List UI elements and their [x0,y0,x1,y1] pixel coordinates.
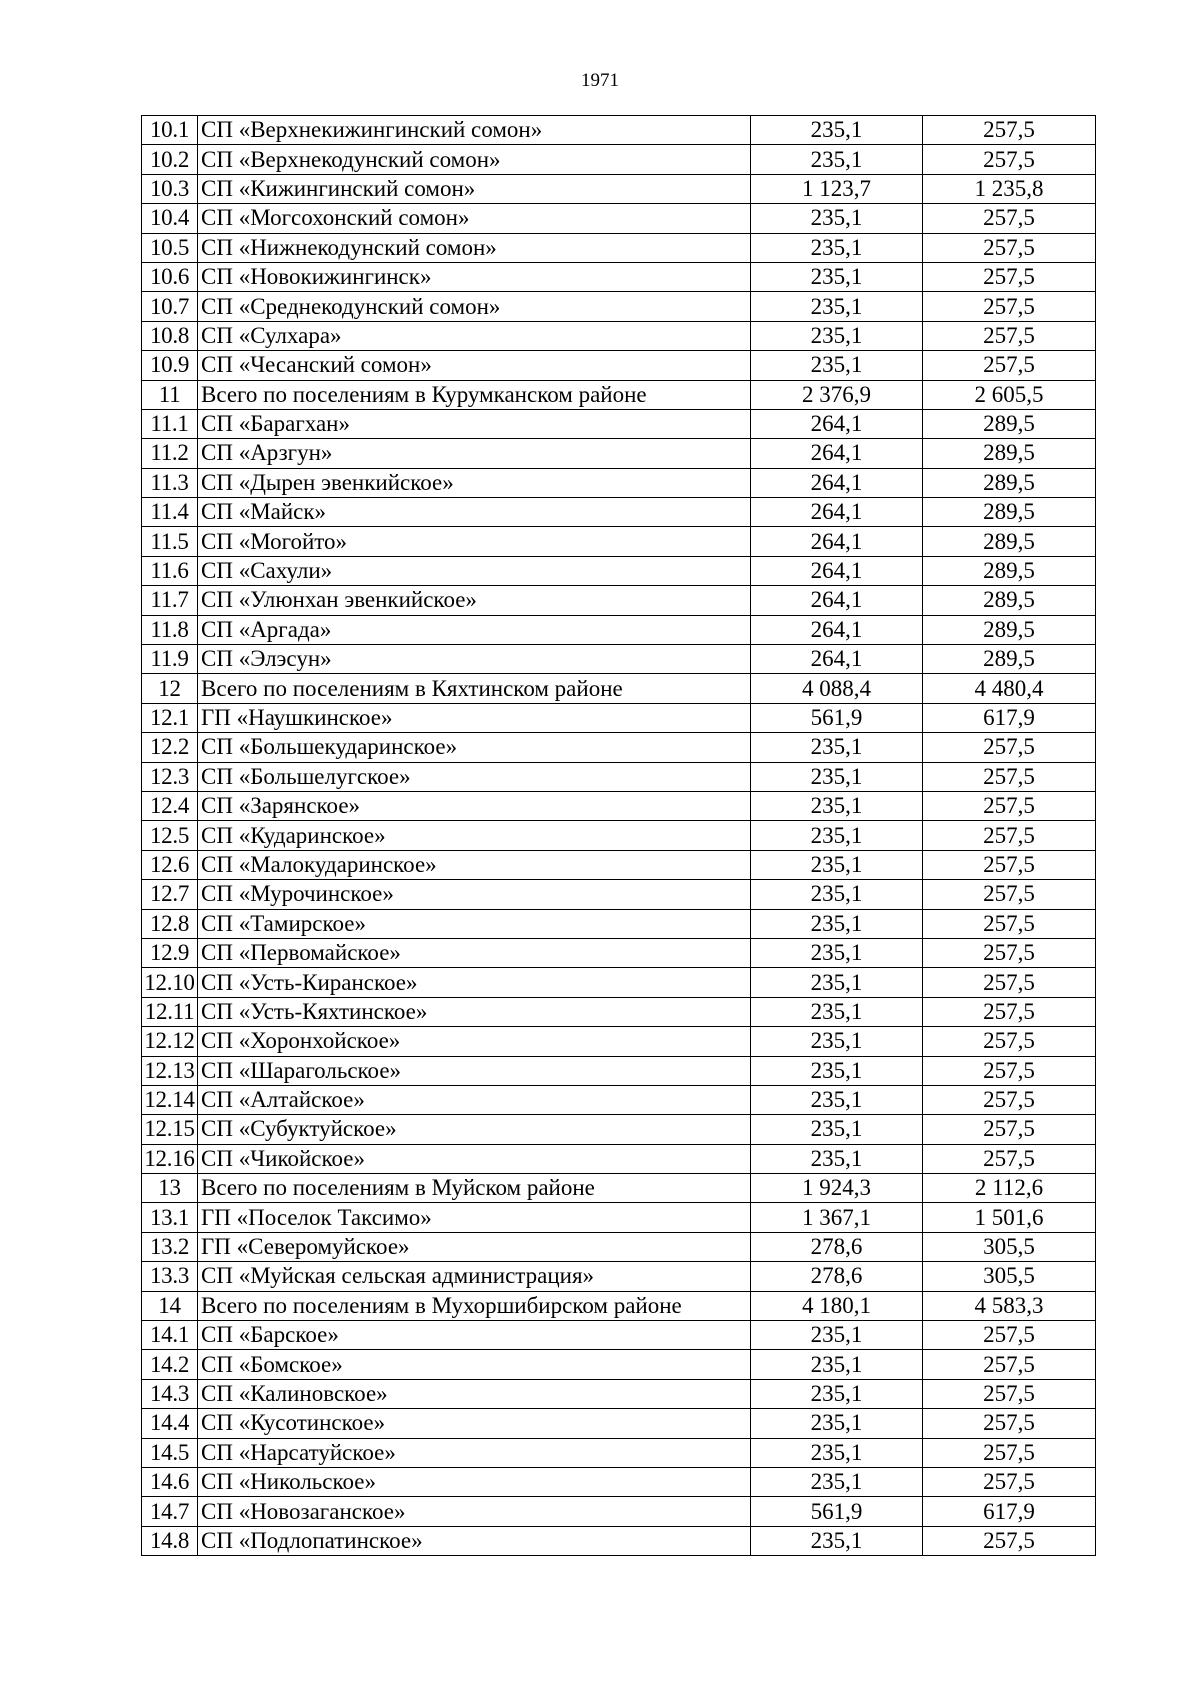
row-number-cell: 14.7 [142,1497,198,1526]
value-1-cell: 561,9 [751,1497,923,1526]
value-1-cell: 235,1 [751,791,923,820]
row-number-cell: 14.2 [142,1350,198,1379]
value-2-cell: 257,5 [923,880,1096,909]
row-number-cell: 12.6 [142,850,198,879]
value-1-cell: 264,1 [751,409,923,438]
value-1-cell: 235,1 [751,262,923,291]
settlement-name-cell: СП «Чикойское» [198,1144,751,1173]
table-row [142,527,1096,556]
table-row [142,645,1096,674]
value-2-cell: 305,5 [923,1232,1096,1261]
value-2-cell: 617,9 [923,703,1096,732]
row-number-cell: 11.8 [142,615,198,644]
value-1-cell: 235,1 [751,1350,923,1379]
value-2-cell: 289,5 [923,409,1096,438]
row-number-cell: 12.2 [142,733,198,762]
table-row [142,1350,1096,1379]
settlement-name-cell: СП «Муйская сельская администрация» [198,1262,751,1291]
row-number-cell: 12.13 [142,1056,198,1085]
value-2-cell: 4 583,3 [923,1291,1096,1320]
settlement-name-cell: СП «Новозаганское» [198,1497,751,1526]
settlement-name-cell: ГП «Наушкинское» [198,703,751,732]
value-2-cell: 257,5 [923,1526,1096,1555]
row-number-cell: 12.7 [142,880,198,909]
value-1-cell: 235,1 [751,321,923,350]
value-2-cell: 289,5 [923,556,1096,585]
value-1-cell: 235,1 [751,850,923,879]
settlement-name-cell: СП «Усть-Кяхтинское» [198,997,751,1026]
value-1-cell: 235,1 [751,1115,923,1144]
settlement-name-cell: СП «Верхнекижингинский сомон» [198,116,751,145]
value-2-cell: 257,5 [923,1321,1096,1350]
row-number-cell: 14.8 [142,1526,198,1555]
value-2-cell: 257,5 [923,762,1096,791]
row-number-cell: 14.4 [142,1409,198,1438]
settlement-name-cell: СП «Зарянское» [198,791,751,820]
settlement-name-cell: СП «Барское» [198,1321,751,1350]
table-row [142,321,1096,350]
settlement-name-cell: СП «Никольское» [198,1467,751,1496]
row-number-cell: 11.7 [142,586,198,615]
value-2-cell: 257,5 [923,821,1096,850]
row-number-cell: 12.4 [142,791,198,820]
table-row [142,586,1096,615]
settlement-name-cell: СП «Чесанский сомон» [198,351,751,380]
table-row [142,439,1096,468]
settlement-name-cell: СП «Бомское» [198,1350,751,1379]
value-2-cell: 289,5 [923,645,1096,674]
row-number-cell: 12.3 [142,762,198,791]
settlement-name-cell: СП «Кижингинский сомон» [198,174,751,203]
value-1-cell: 264,1 [751,615,923,644]
table-row [142,1379,1096,1408]
value-2-cell: 257,5 [923,1409,1096,1438]
settlement-name-cell: СП «Малокударинское» [198,850,751,879]
row-number-cell: 12.5 [142,821,198,850]
value-1-cell: 235,1 [751,233,923,262]
row-number-cell: 11.9 [142,645,198,674]
value-1-cell: 4 180,1 [751,1291,923,1320]
row-number-cell: 11.1 [142,409,198,438]
value-1-cell: 235,1 [751,968,923,997]
row-number-cell: 12.12 [142,1027,198,1056]
table-row [142,380,1096,409]
row-number-cell: 11 [142,380,198,409]
value-1-cell: 235,1 [751,733,923,762]
table-row [142,1321,1096,1350]
value-2-cell: 257,5 [923,968,1096,997]
value-1-cell: 561,9 [751,703,923,732]
row-number-cell: 12.8 [142,909,198,938]
table-row [142,1409,1096,1438]
value-2-cell: 257,5 [923,1085,1096,1114]
settlement-name-cell: Всего по поселениям в Кяхтинском районе [198,674,751,703]
table-row [142,968,1096,997]
row-number-cell: 14.1 [142,1321,198,1350]
table-row [142,409,1096,438]
value-1-cell: 235,1 [751,1467,923,1496]
settlement-name-cell: СП «Нижнекодунский сомон» [198,233,751,262]
row-number-cell: 10.9 [142,351,198,380]
table-row [142,1232,1096,1261]
row-number-cell: 13.3 [142,1262,198,1291]
table-row [142,1203,1096,1232]
value-2-cell: 257,5 [923,733,1096,762]
table-row [142,615,1096,644]
value-1-cell: 235,1 [751,997,923,1026]
row-number-cell: 10.4 [142,204,198,233]
table-row [142,1115,1096,1144]
table-row [142,850,1096,879]
value-1-cell: 264,1 [751,527,923,556]
settlement-name-cell: СП «Среднекодунский сомон» [198,292,751,321]
value-1-cell: 235,1 [751,1144,923,1173]
table-row [142,880,1096,909]
settlement-name-cell: ГП «Северомуйское» [198,1232,751,1261]
row-number-cell: 12.11 [142,997,198,1026]
value-2-cell: 257,5 [923,204,1096,233]
table-row [142,909,1096,938]
settlement-name-cell: СП «Кусотинское» [198,1409,751,1438]
settlement-name-cell: СП «Большекударинское» [198,733,751,762]
value-2-cell: 257,5 [923,1379,1096,1408]
settlement-name-cell: СП «Сахули» [198,556,751,585]
value-2-cell: 257,5 [923,1056,1096,1085]
value-2-cell: 289,5 [923,498,1096,527]
table-row [142,556,1096,585]
value-2-cell: 257,5 [923,351,1096,380]
settlement-name-cell: СП «Барагхан» [198,409,751,438]
settlement-name-cell: СП «Улюнхан эвенкийское» [198,586,751,615]
value-1-cell: 264,1 [751,468,923,497]
table-row [142,1467,1096,1496]
value-2-cell: 1 501,6 [923,1203,1096,1232]
row-number-cell: 10.3 [142,174,198,203]
value-2-cell: 289,5 [923,527,1096,556]
settlement-name-cell: СП «Элэсун» [198,645,751,674]
settlement-name-cell: СП «Верхнекодунский сомон» [198,145,751,174]
value-1-cell: 264,1 [751,645,923,674]
table-row [142,1174,1096,1203]
value-1-cell: 235,1 [751,1056,923,1085]
value-2-cell: 257,5 [923,1144,1096,1173]
value-2-cell: 257,5 [923,233,1096,262]
settlement-name-cell: СП «Хоронхойское» [198,1027,751,1056]
value-2-cell: 4 480,4 [923,674,1096,703]
value-2-cell: 257,5 [923,997,1096,1026]
table-row [142,498,1096,527]
settlement-name-cell: СП «Первомайское» [198,938,751,967]
value-1-cell: 235,1 [751,1085,923,1114]
page-number: 1971 [581,70,619,91]
row-number-cell: 12.15 [142,1115,198,1144]
row-number-cell: 10.2 [142,145,198,174]
value-1-cell: 264,1 [751,586,923,615]
value-2-cell: 305,5 [923,1262,1096,1291]
table-row [142,1262,1096,1291]
row-number-cell: 12.9 [142,938,198,967]
value-1-cell: 1 123,7 [751,174,923,203]
table-row [142,674,1096,703]
table-row [142,997,1096,1026]
value-1-cell: 1 367,1 [751,1203,923,1232]
value-1-cell: 235,1 [751,145,923,174]
settlement-name-cell: СП «Мурочинское» [198,880,751,909]
value-1-cell: 235,1 [751,762,923,791]
table-row [142,174,1096,203]
row-number-cell: 11.3 [142,468,198,497]
value-1-cell: 2 376,9 [751,380,923,409]
value-1-cell: 235,1 [751,1526,923,1555]
row-number-cell: 10.6 [142,262,198,291]
value-2-cell: 257,5 [923,1115,1096,1144]
settlement-name-cell: ГП «Поселок Таксимо» [198,1203,751,1232]
settlement-name-cell: СП «Калиновское» [198,1379,751,1408]
value-2-cell: 257,5 [923,1350,1096,1379]
row-number-cell: 14.6 [142,1467,198,1496]
settlement-name-cell: СП «Арзгун» [198,439,751,468]
value-2-cell: 257,5 [923,1438,1096,1467]
value-2-cell: 257,5 [923,262,1096,291]
row-number-cell: 13.1 [142,1203,198,1232]
settlement-name-cell: СП «Алтайское» [198,1085,751,1114]
value-1-cell: 235,1 [751,1027,923,1056]
value-2-cell: 257,5 [923,791,1096,820]
row-number-cell: 13 [142,1174,198,1203]
value-1-cell: 235,1 [751,880,923,909]
value-1-cell: 235,1 [751,1379,923,1408]
value-2-cell: 617,9 [923,1497,1096,1526]
table-row [142,292,1096,321]
table-row [142,1291,1096,1320]
value-2-cell: 257,5 [923,145,1096,174]
value-2-cell: 2 112,6 [923,1174,1096,1203]
settlement-name-cell: Всего по поселениям в Муйском районе [198,1174,751,1203]
table-row [142,1438,1096,1467]
settlement-name-cell: Всего по поселениям в Мухоршибирском районе [198,1291,751,1320]
row-number-cell: 12.16 [142,1144,198,1173]
row-number-cell: 10.1 [142,116,198,145]
value-1-cell: 235,1 [751,1409,923,1438]
value-2-cell: 257,5 [923,292,1096,321]
settlement-name-cell: СП «Тамирское» [198,909,751,938]
value-1-cell: 264,1 [751,556,923,585]
value-2-cell: 257,5 [923,850,1096,879]
table-row [142,762,1096,791]
value-2-cell: 257,5 [923,321,1096,350]
value-1-cell: 278,6 [751,1262,923,1291]
settlement-name-cell: СП «Большелугское» [198,762,751,791]
value-1-cell: 235,1 [751,909,923,938]
row-number-cell: 14.3 [142,1379,198,1408]
table-row [142,233,1096,262]
table-row [142,116,1096,145]
row-number-cell: 10.5 [142,233,198,262]
row-number-cell: 14 [142,1291,198,1320]
row-number-cell: 13.2 [142,1232,198,1261]
value-1-cell: 235,1 [751,116,923,145]
table-row [142,791,1096,820]
value-1-cell: 235,1 [751,1438,923,1467]
row-number-cell: 11.5 [142,527,198,556]
row-number-cell: 12.14 [142,1085,198,1114]
row-number-cell: 14.5 [142,1438,198,1467]
value-1-cell: 235,1 [751,351,923,380]
table-row [142,262,1096,291]
settlement-name-cell: СП «Майск» [198,498,751,527]
value-1-cell: 264,1 [751,439,923,468]
value-2-cell: 257,5 [923,116,1096,145]
settlement-name-cell: СП «Могсохонский сомон» [198,204,751,233]
allocation-table [141,115,1096,1556]
table-row [142,733,1096,762]
table-row [142,1056,1096,1085]
table-row [142,351,1096,380]
table-row [142,1027,1096,1056]
table-body [142,116,1096,1556]
settlement-name-cell: СП «Новокижингинск» [198,262,751,291]
settlement-name-cell: СП «Сулхара» [198,321,751,350]
row-number-cell: 12.10 [142,968,198,997]
value-2-cell: 289,5 [923,615,1096,644]
table-row [142,1085,1096,1114]
table-row [142,145,1096,174]
settlement-name-cell: СП «Субуктуйское» [198,1115,751,1144]
value-1-cell: 235,1 [751,938,923,967]
row-number-cell: 11.4 [142,498,198,527]
row-number-cell: 12.1 [142,703,198,732]
row-number-cell: 10.8 [142,321,198,350]
value-1-cell: 264,1 [751,498,923,527]
table-row [142,1144,1096,1173]
value-2-cell: 257,5 [923,938,1096,967]
table-row [142,1526,1096,1555]
settlement-name-cell: СП «Дырен эвенкийское» [198,468,751,497]
value-2-cell: 257,5 [923,909,1096,938]
value-2-cell: 257,5 [923,1027,1096,1056]
settlement-name-cell: СП «Шарагольское» [198,1056,751,1085]
settlement-name-cell: Всего по поселениям в Курумканском районе [198,380,751,409]
settlement-name-cell: СП «Нарсатуйское» [198,1438,751,1467]
table-row [142,703,1096,732]
row-number-cell: 11.2 [142,439,198,468]
table-row [142,821,1096,850]
settlement-name-cell: СП «Могойто» [198,527,751,556]
value-2-cell: 1 235,8 [923,174,1096,203]
value-1-cell: 235,1 [751,292,923,321]
table-row [142,204,1096,233]
table-row [142,1497,1096,1526]
value-1-cell: 1 924,3 [751,1174,923,1203]
value-1-cell: 235,1 [751,1321,923,1350]
value-1-cell: 235,1 [751,821,923,850]
settlement-name-cell: СП «Подлопатинское» [198,1526,751,1555]
value-1-cell: 4 088,4 [751,674,923,703]
value-2-cell: 289,5 [923,586,1096,615]
row-number-cell: 10.7 [142,292,198,321]
row-number-cell: 12 [142,674,198,703]
value-2-cell: 2 605,5 [923,380,1096,409]
settlement-name-cell: СП «Аргада» [198,615,751,644]
value-2-cell: 289,5 [923,439,1096,468]
settlement-name-cell: СП «Кударинское» [198,821,751,850]
row-number-cell: 11.6 [142,556,198,585]
value-2-cell: 289,5 [923,468,1096,497]
value-1-cell: 278,6 [751,1232,923,1261]
value-2-cell: 257,5 [923,1467,1096,1496]
settlement-name-cell: СП «Усть-Киранское» [198,968,751,997]
value-1-cell: 235,1 [751,204,923,233]
table-row [142,468,1096,497]
table-row [142,938,1096,967]
